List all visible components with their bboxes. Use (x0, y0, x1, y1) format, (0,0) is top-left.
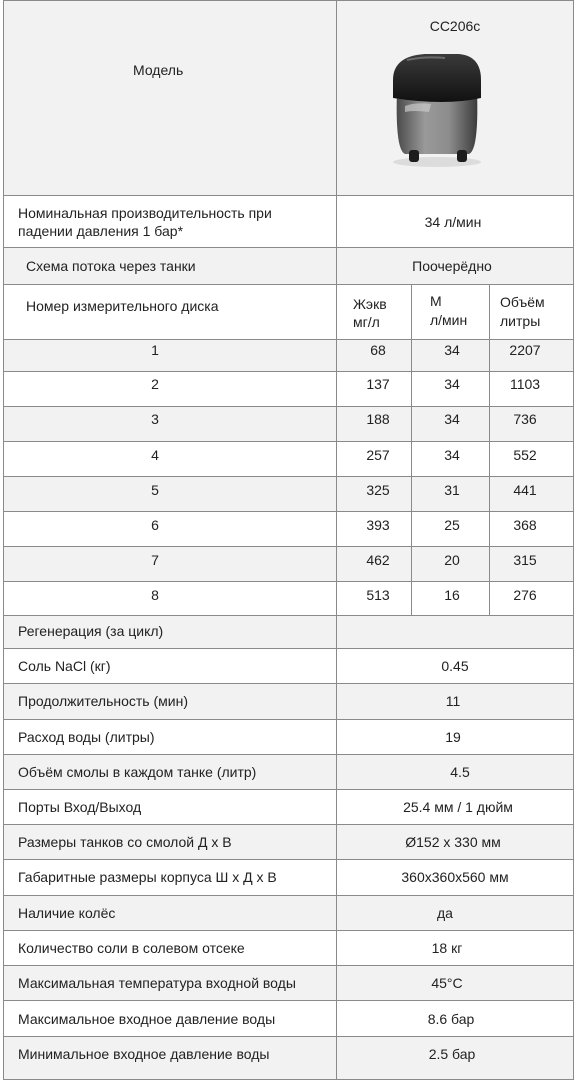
row-divider (3, 789, 574, 790)
flow-scheme-label: Схема потока через танки (26, 258, 196, 274)
column-divider (336, 615, 337, 1080)
row-divider (3, 754, 574, 755)
disk-flow: 34 (444, 376, 460, 392)
disk-number: 8 (151, 587, 159, 603)
spec-label: Максимальное входное давление воды (18, 1011, 276, 1027)
spec-label: Порты Вход/Выход (18, 799, 142, 815)
flow-rate-row-bg (3, 195, 574, 247)
spec-label: Размеры танков со смолой Д x В (18, 834, 232, 850)
spec-value: 4.5 (450, 764, 470, 780)
disk-hardness: 137 (366, 376, 390, 392)
disk-flow: 16 (444, 587, 460, 603)
row-divider (3, 1000, 574, 1001)
disk-flow: 31 (444, 482, 460, 498)
column-divider (489, 284, 490, 615)
header-hardness-line2: мг/л (353, 314, 380, 330)
disk-flow: 34 (444, 342, 460, 358)
disk-hardness: 462 (366, 552, 390, 568)
spec-label: Наличие колёс (18, 905, 116, 921)
row-divider (3, 648, 574, 649)
spec-label: Габаритные размеры корпуса Ш x Д x В (18, 869, 277, 885)
spec-value: да (437, 905, 453, 921)
row-divider (3, 930, 574, 931)
disk-volume: 315 (513, 552, 537, 568)
spec-value: 11 (445, 693, 461, 709)
disk-hardness: 513 (366, 587, 390, 603)
flow-rate-label-line2: падении давления 1 бар* (18, 223, 184, 239)
flow-rate-label-line1: Номинальная производительность при (18, 205, 272, 221)
disk-number: 3 (151, 411, 159, 427)
row-divider (3, 247, 574, 248)
disk-volume: 1103 (509, 376, 541, 392)
row-divider (3, 719, 574, 720)
disk-volume: 552 (513, 447, 537, 463)
table-border-bottom (3, 1079, 574, 1080)
disk-hardness: 188 (366, 411, 390, 427)
disk-volume: 368 (513, 517, 537, 533)
column-divider (336, 284, 337, 615)
flow-scheme-value: Поочерёдно (412, 258, 492, 274)
disk-flow: 25 (444, 517, 460, 533)
spec-value: 0.45 (441, 658, 469, 674)
spec-value: 18 кг (431, 940, 463, 956)
spec-label: Продолжительность (мин) (18, 693, 188, 709)
spec-label: Соль NaCl (кг) (18, 658, 111, 674)
disk-number: 7 (151, 552, 159, 568)
flow-rate-value: 34 л/мин (424, 214, 482, 230)
disk-hardness: 68 (370, 342, 386, 358)
spec-value: 360x360x560 мм (401, 869, 509, 885)
row-divider (3, 824, 574, 825)
spec-value: 19 (445, 729, 461, 745)
table-border-top (3, 0, 574, 1)
disk-flow: 34 (444, 447, 460, 463)
disk-flow: 34 (444, 411, 460, 427)
spec-value: 8.6 бар (427, 1011, 475, 1027)
disk-number: 6 (151, 517, 159, 533)
row-divider (3, 1036, 574, 1037)
model-row-bg (3, 0, 574, 195)
column-divider (411, 284, 412, 615)
disk-number: 4 (151, 447, 159, 463)
row-divider (3, 895, 574, 896)
disk-volume: 736 (513, 411, 537, 427)
header-volume-line1: Объём (500, 294, 545, 310)
disk-number: 1 (151, 342, 159, 358)
water-softener-product-image (385, 50, 485, 168)
spec-value: 25.4 мм / 1 дюйм (403, 799, 513, 815)
spec-label: Максимальная температура входной воды (18, 975, 296, 991)
row-divider (3, 859, 574, 860)
header-flow-line2: л/мин (430, 312, 468, 328)
disk-number: 5 (151, 482, 159, 498)
spec-label: Количество соли в солевом отсеке (18, 940, 245, 956)
spec-label: Регенерация (за цикл) (18, 623, 164, 639)
header-flow-line1: M (430, 293, 442, 309)
row-divider (3, 615, 574, 616)
spec-label: Минимальное входное давление воды (18, 1046, 270, 1062)
row-divider (3, 965, 574, 966)
header-hardness-line1: Жэкв (353, 296, 387, 312)
row-divider (3, 683, 574, 684)
disk-table-label: Номер измерительного диска (26, 298, 219, 314)
disk-volume: 441 (513, 482, 537, 498)
table-border-right (573, 0, 574, 1080)
spec-label: Расход воды (литры) (18, 729, 155, 745)
disk-hardness: 325 (366, 482, 390, 498)
model-label: Модель (133, 62, 184, 78)
row-divider (3, 195, 574, 196)
disk-flow: 20 (444, 552, 460, 568)
spec-value: Ø152 x 330 мм (405, 834, 501, 850)
header-volume-line2: литры (500, 313, 541, 329)
table-border-left (3, 0, 4, 1080)
model-name: CC206c (429, 18, 481, 34)
disk-volume: 276 (513, 587, 537, 603)
disk-number: 2 (151, 376, 159, 392)
spec-value: 2.5 бар (428, 1046, 476, 1062)
spec-value: 45°C (431, 975, 463, 991)
disk-hardness: 257 (366, 447, 390, 463)
disk-hardness: 393 (366, 517, 390, 533)
spec-label: Объём смолы в каждом танке (литр) (18, 764, 257, 780)
disk-volume: 2207 (509, 342, 541, 358)
